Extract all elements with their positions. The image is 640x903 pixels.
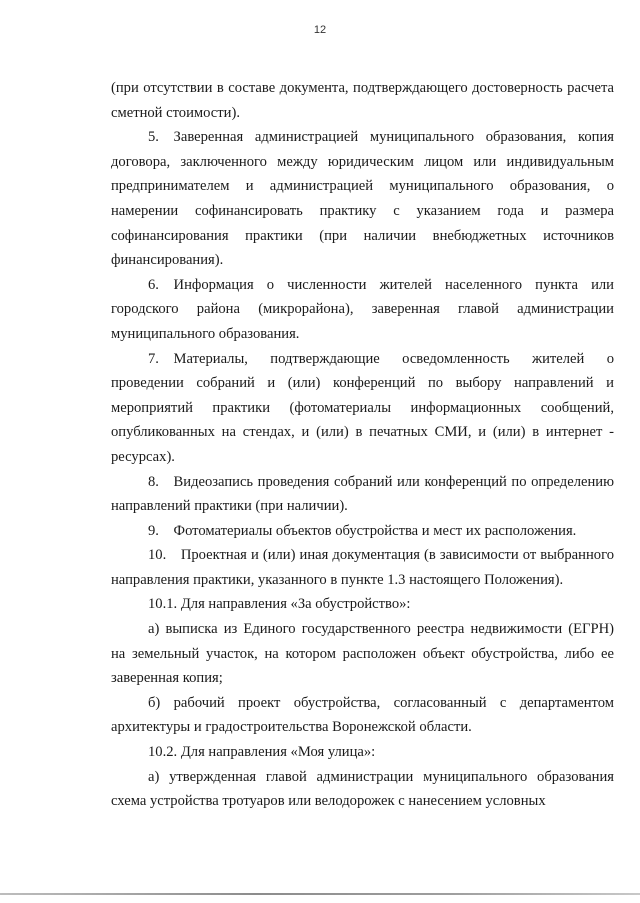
document-body [111, 76, 614, 814]
paragraph-item-5: 5. Заверенная администрацией муниципального образования, копия договора, заключенного между юридическим лицом или индивидуальным предпринимателем и администрацией муниципального образования, о намерении софинансировать практику с указанием года и размера софинансирования практики (при наличии внебюджетных источников финансирования). [111, 129, 614, 269]
paragraph-item-7: 7. Материалы, подтверждающие осведомленность жителей о проведении собраний и (или) конференций по выбору направлений и мероприятий практики (фотоматериалы информационных сообщений, опубликованных на стендах, и (или) в печатных СМИ, и (или) в интернет - ресурсах). [111, 350, 614, 465]
paragraph-item-10-1-a: а) выписка из Единого государственного реестра недвижимости (ЕГРН) на земельный участок, на котором расположен объект обустройства, либо ее заверенная копия; [111, 621, 614, 687]
paragraph-item-9: 9. Фотоматериалы объектов обустройства и мест их расположения. [148, 522, 577, 539]
page-number: 12 [313, 24, 327, 36]
paragraph-item-10-2: 10.2. Для направления «Моя улица»: [148, 744, 376, 761]
paragraph-item-10-1-b: б) рабочий проект обустройства, согласованный с департаментом архитектуры и градостроительства Воронежской области. [111, 694, 614, 736]
scan-bottom-edge [0, 893, 640, 895]
paragraph-item-10-2-a: а) утвержденная главой администрации муниципального образования схема устройства тротуаров или велодорожек с нанесением условных [111, 768, 614, 810]
paragraph-item-8: 8. Видеозапись проведения собраний или конференций по определению направлений практики (при наличии). [111, 473, 614, 515]
paragraph-item-6: 6. Информация о численности жителей населенного пункта или городского района (микрорайона), заверенная главой администрации муниципального образования. [111, 276, 614, 342]
paragraph-item-10-1: 10.1. Для направления «За обустройство»: [148, 596, 411, 613]
paragraph-item-10: 10. Проектная и (или) иная документация (в зависимости от выбранного направления практики, указанного в пункте 1.3 настоящего Положения). [111, 547, 614, 588]
paragraph-continuation: (при отсутствии в составе документа, подтверждающего достоверность расчета сметной стоимости). [111, 80, 614, 121]
